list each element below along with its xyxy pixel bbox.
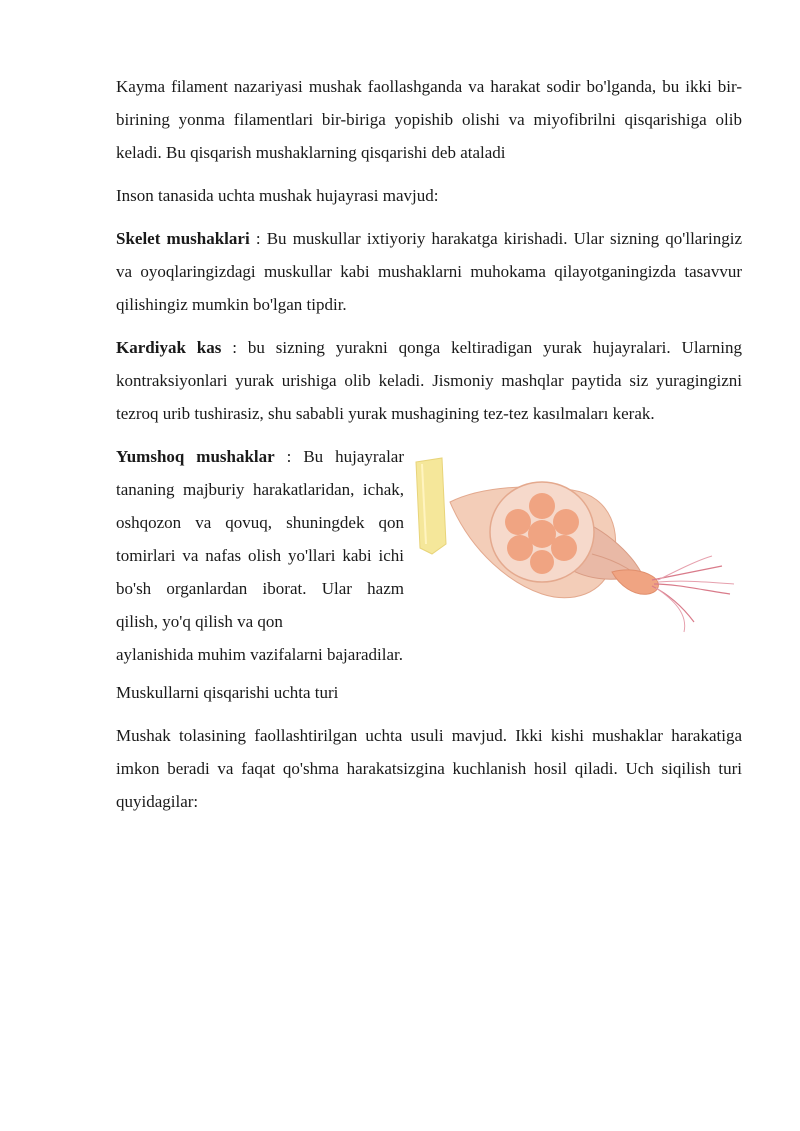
smooth-muscle-text-tail: aylanishida muhim vazifalarni bajaradilar.: [116, 645, 403, 664]
paragraph-contraction-activation: Mushak tolasining faollashtirilgan uchta usuli mavjud. Ikki kishi mushaklar harakatiga imkon beradi va faqat qo'shma harakatsizgina kuchlanish hosil qiladi. Uch siqilish turi quyidagilar:: [116, 726, 742, 811]
muscle-fiber-illustration: [412, 444, 742, 644]
document-body: [116, 70, 742, 828]
paragraph-cardiac-muscle: [116, 331, 742, 430]
paragraph-muscle-types-intro: Inson tanasida uchta mushak hujayrasi mavjud:: [116, 186, 439, 205]
cardiac-muscle-text: : bu sizning yurakni qonga keltiradigan yurak hujayralari. Ularning kontraksiyonlari yurak urishiga olib keladi. Jismoniy mashqlar paytida siz yuragingizni tezroq urib tushirasiz, shu sababli yurak mushagining tez-tez kasılmaları kerak.: [116, 338, 742, 423]
smooth-muscle-block: [116, 440, 742, 666]
term-cardiac-muscle: Kardiyak kas: [116, 338, 222, 357]
term-skeletal-muscle: Skelet mushaklari: [116, 229, 250, 248]
paragraph-skeletal-muscle: [116, 222, 742, 321]
term-smooth-muscle: Yumshoq mushaklar: [116, 447, 275, 466]
paragraph-smooth-muscle: [116, 440, 404, 671]
paragraph-sliding-filament: Kayma filament nazariyasi mushak faollashganda va harakat sodir bo'lganda, bu ikki bir-birining yonma filamentlari bir-biriga yopishib olishi va miyofibrilni qisqarishiga olib keladi. Bu qisqarish mushaklarning qisqarishi deb ataladi: [116, 77, 742, 162]
skeletal-muscle-text: : Bu muskullar ixtiyoriy harakatga kirishadi. Ular sizning qo'llaringiz va oyoqlaringizdagi muskullar kabi mushaklarni muhokama qilayotganingizda tasavvur qilishingiz mumkin bo'lgan tipdir.: [116, 229, 742, 314]
paragraph-contraction-types-heading: Muskullarni qisqarishi uchta turi: [116, 683, 339, 702]
smooth-muscle-text: : Bu hujayralar tananing majburiy harakatlaridan, ichak, oshqozon va qovuq, shuningdek qon tomirlari va nafas olish yo'llari kabi ichi bo'sh organlardan iborat. Ular hazm qilish, yo'q qilish va qon: [116, 447, 404, 631]
